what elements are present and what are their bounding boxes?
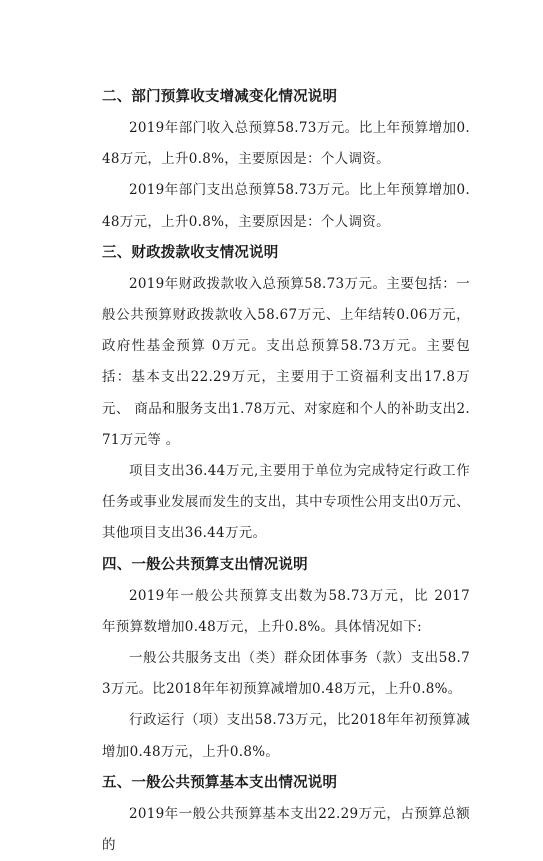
section-heading: 二、部门预算收支增减变化情况说明 [102, 89, 338, 105]
section-heading: 三、财政拨款收支情况说明 [102, 244, 279, 261]
section-budget-change [102, 82, 470, 238]
paragraph: 2019年部门支出总预算58.73万元。比上年预算增加0.48万元，上升0.8%，主要原因是：个人调资。 [102, 182, 470, 230]
paragraph: 项目支出36.44万元,主要用于单位为完成特定行政工作任务或事业发展而发生的支出，其中专项性公用支出0万元、其他项目支出36.44万元。 [102, 463, 470, 542]
paragraph: 2019年一般公共预算支出数为58.73万元，比 2017 年预算数增加0.48万元，上升0.8%。具体情况如下: [102, 587, 470, 635]
paragraph: 2019年财政拨款收入总预算58.73万元。主要包括：一般公共预算财政拨款收入58.67万元、上年结转0.06万元，政府性基金预算 0万元。支出总预算58.73万元。主要包括：基本支出22.29万元，主要用于工资福利支出17.8万元、 商品和服务支出1.78万元、对家庭和个人的补助支出2.71万元等 。 [102, 275, 470, 448]
section-heading: 五、一般公共预算基本支出情况说明 [102, 774, 338, 791]
paragraph: 2019年一般公共预算基本支出22.29万元，占预算总额的 [102, 805, 470, 854]
document-body [102, 82, 470, 861]
section-general-public-budget [102, 550, 470, 768]
paragraph: 2019年部门收入总预算58.73万元。比上年预算增加0.48万元，上升0.8%，主要原因是：个人调资。 [102, 120, 470, 168]
section-basic-expenditure [102, 768, 470, 861]
paragraph: 一般公共服务支出（类）群众团体事务（款）支出58.73万元。比2018年年初预算减增加0.48万元，上升0.8%。 [102, 650, 470, 698]
paragraph: 行政运行（项）支出58.73万元，比2018年年初预算减增加0.48万元，上升0.8%。 [102, 712, 470, 760]
section-fiscal-appropriation [102, 238, 470, 550]
section-heading: 四、一般公共预算支出情况说明 [102, 556, 308, 573]
